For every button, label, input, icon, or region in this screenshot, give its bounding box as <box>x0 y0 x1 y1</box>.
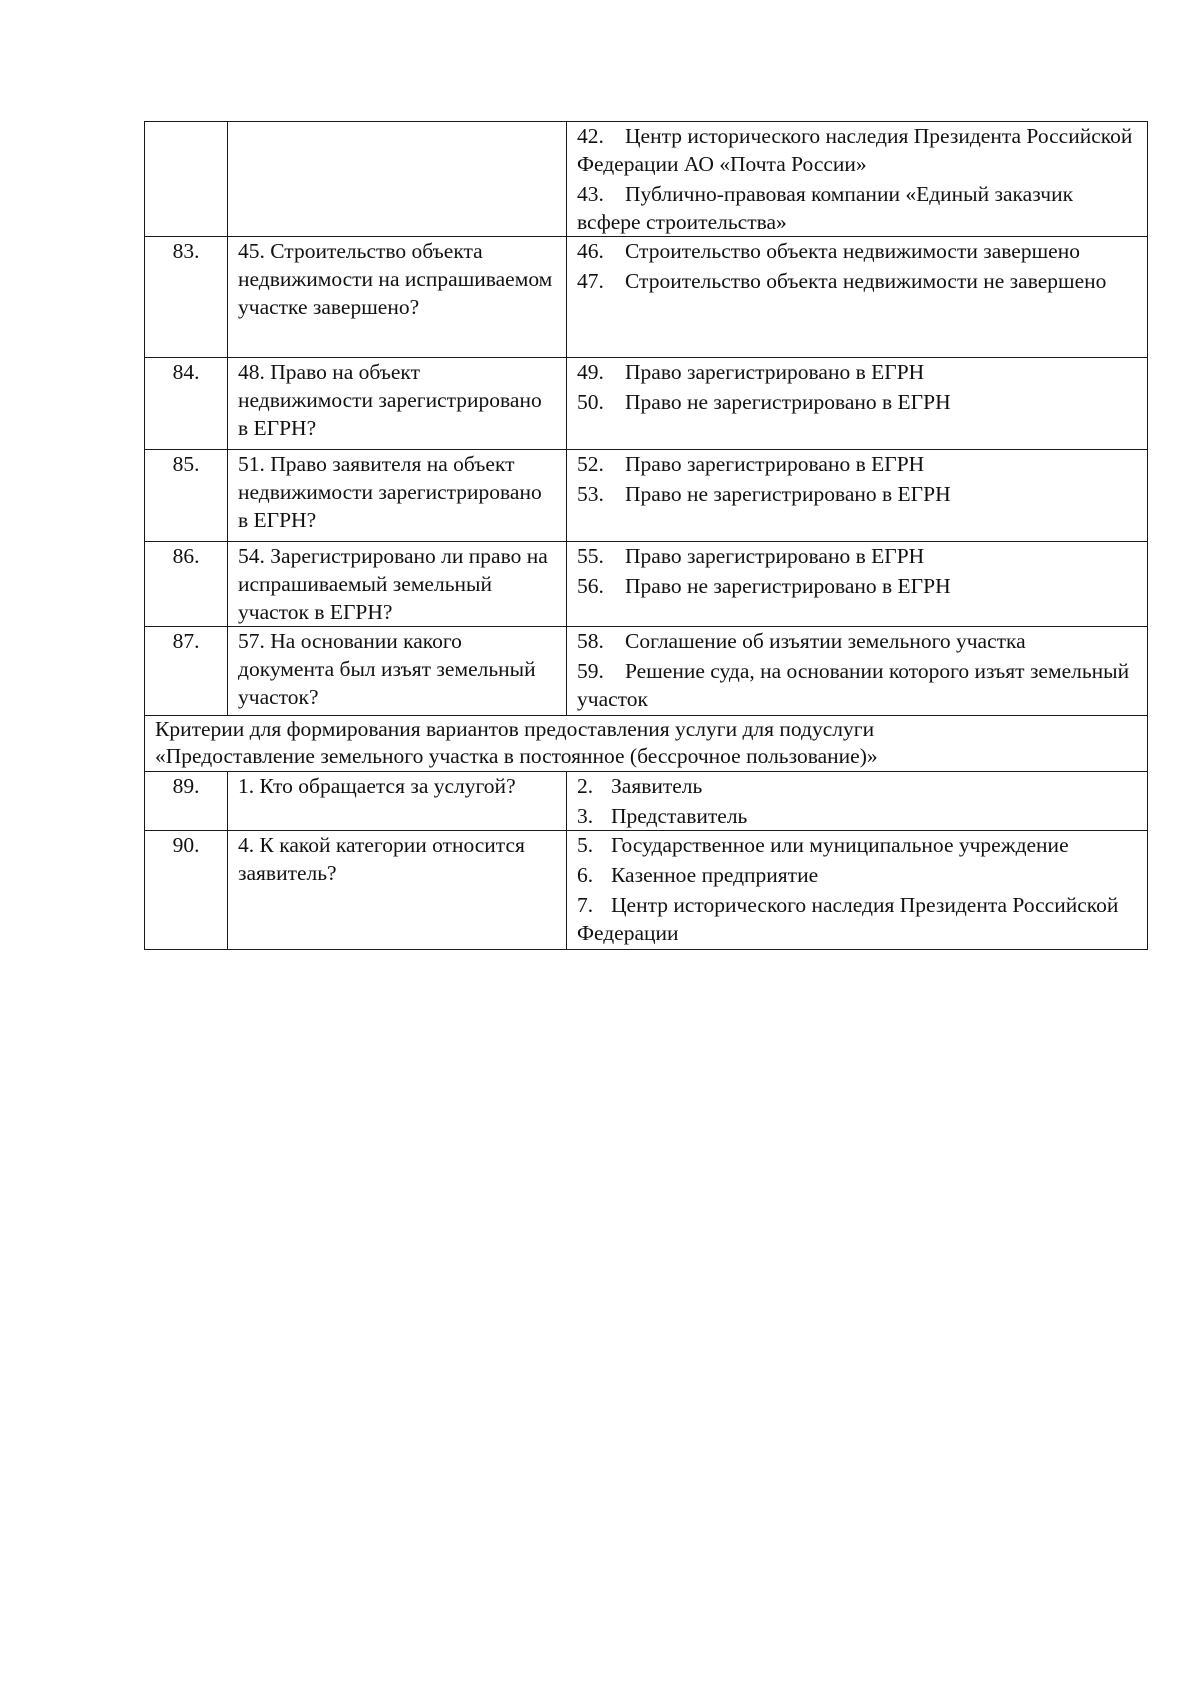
criteria-header-line: Критерии для формирования вариантов предоставления услуги для подуслуги <box>155 717 875 741</box>
answers-cell <box>567 450 1148 542</box>
option-number: 7. <box>577 893 594 917</box>
table-row <box>145 450 1148 542</box>
question-cell: 57. На основании какого документа был изъят земельный участок? <box>228 627 567 716</box>
option-number: 53. <box>577 482 604 506</box>
answer-option <box>577 542 1137 570</box>
option-text: Заявитель <box>611 774 703 798</box>
row-number-cell: 84. <box>145 358 228 450</box>
answers-cell <box>567 772 1148 831</box>
question-cell: 54. Зарегистрировано ли право на испрашиваемый земельный участок в ЕГРН? <box>228 542 567 627</box>
criteria-header-row <box>145 716 1148 772</box>
criteria-table <box>144 121 1148 950</box>
option-text: Строительство объекта недвижимости завершено <box>625 239 1080 263</box>
option-text: Право зарегистрировано в ЕГРН <box>625 452 925 476</box>
table-row <box>145 237 1148 358</box>
option-text: Казенное предприятие <box>611 863 819 887</box>
option-number: 6. <box>577 863 594 887</box>
option-number: 52. <box>577 452 604 476</box>
option-number: 2. <box>577 774 594 798</box>
answers-cell <box>567 627 1148 716</box>
option-number: 43. <box>577 182 604 206</box>
answer-option <box>577 861 1137 889</box>
answer-option <box>577 480 1137 508</box>
answer-option <box>577 772 1137 800</box>
answers-cell <box>567 122 1148 237</box>
answer-option <box>577 891 1137 947</box>
row-number-cell: 85. <box>145 450 228 542</box>
option-number: 59. <box>577 659 604 683</box>
option-text: Центр исторического наследия Президента Российской Федерации <box>577 893 1119 945</box>
row-number-cell <box>145 122 228 237</box>
option-text: Решение суда, на основании которого изъят земельный участок <box>577 659 1130 711</box>
table-row <box>145 542 1148 627</box>
answer-option <box>577 831 1137 859</box>
option-number: 42. <box>577 124 604 148</box>
option-text: Право зарегистрировано в ЕГРН <box>625 360 925 384</box>
criteria-header-line: «Предоставление земельного участка в постоянное (бессрочное пользование)» <box>155 744 878 768</box>
row-number-cell: 87. <box>145 627 228 716</box>
answer-option <box>577 267 1137 295</box>
answer-option <box>577 627 1137 655</box>
answer-option <box>577 358 1137 386</box>
option-number: 49. <box>577 360 604 384</box>
table-row <box>145 627 1148 716</box>
answer-option <box>577 657 1137 713</box>
answer-option <box>577 180 1137 236</box>
option-text: Публично-правовая компании «Единый заказчик всфере строительства» <box>577 182 1074 234</box>
answer-option <box>577 388 1137 416</box>
table-row <box>145 831 1148 950</box>
answers-cell <box>567 237 1148 358</box>
answers-cell <box>567 358 1148 450</box>
option-text: Соглашение об изъятии земельного участка <box>625 629 1026 653</box>
option-text: Государственное или муниципальное учреждение <box>611 833 1069 857</box>
answer-option <box>577 122 1137 178</box>
row-number-cell: 86. <box>145 542 228 627</box>
option-text: Право не зарегистрировано в ЕГРН <box>625 390 951 414</box>
question-cell: 48. Право на объект недвижимости зарегистрировано в ЕГРН? <box>228 358 567 450</box>
option-number: 3. <box>577 804 594 828</box>
option-text: Право не зарегистрировано в ЕГРН <box>625 574 951 598</box>
option-number: 47. <box>577 269 604 293</box>
option-text: Центр исторического наследия Президента Российской Федерации АО «Почта России» <box>577 124 1133 176</box>
table-row <box>145 358 1148 450</box>
option-number: 5. <box>577 833 594 857</box>
question-cell: 45. Строительство объекта недвижимости на испрашиваемом участке завершено? <box>228 237 567 358</box>
row-number-cell: 90. <box>145 831 228 950</box>
answer-option <box>577 802 1137 830</box>
option-text: Представитель <box>611 804 748 828</box>
option-number: 56. <box>577 574 604 598</box>
option-number: 46. <box>577 239 604 263</box>
question-cell: 4. К какой категории относится заявитель? <box>228 831 567 950</box>
question-cell: 1. Кто обращается за услугой? <box>228 772 567 831</box>
option-number: 50. <box>577 390 604 414</box>
option-text: Строительство объекта недвижимости не завершено <box>625 269 1107 293</box>
criteria-header-cell <box>145 716 1148 772</box>
answers-cell <box>567 831 1148 950</box>
row-number-cell: 83. <box>145 237 228 358</box>
option-number: 58. <box>577 629 604 653</box>
row-number-cell: 89. <box>145 772 228 831</box>
table-row <box>145 122 1148 237</box>
question-cell <box>228 122 567 237</box>
answer-option <box>577 450 1137 478</box>
table-row <box>145 772 1148 831</box>
answer-option <box>577 572 1137 600</box>
option-text: Право не зарегистрировано в ЕГРН <box>625 482 951 506</box>
question-cell: 51. Право заявителя на объект недвижимости зарегистрировано в ЕГРН? <box>228 450 567 542</box>
answer-option <box>577 237 1137 265</box>
answers-cell <box>567 542 1148 627</box>
option-text: Право зарегистрировано в ЕГРН <box>625 544 925 568</box>
option-number: 55. <box>577 544 604 568</box>
